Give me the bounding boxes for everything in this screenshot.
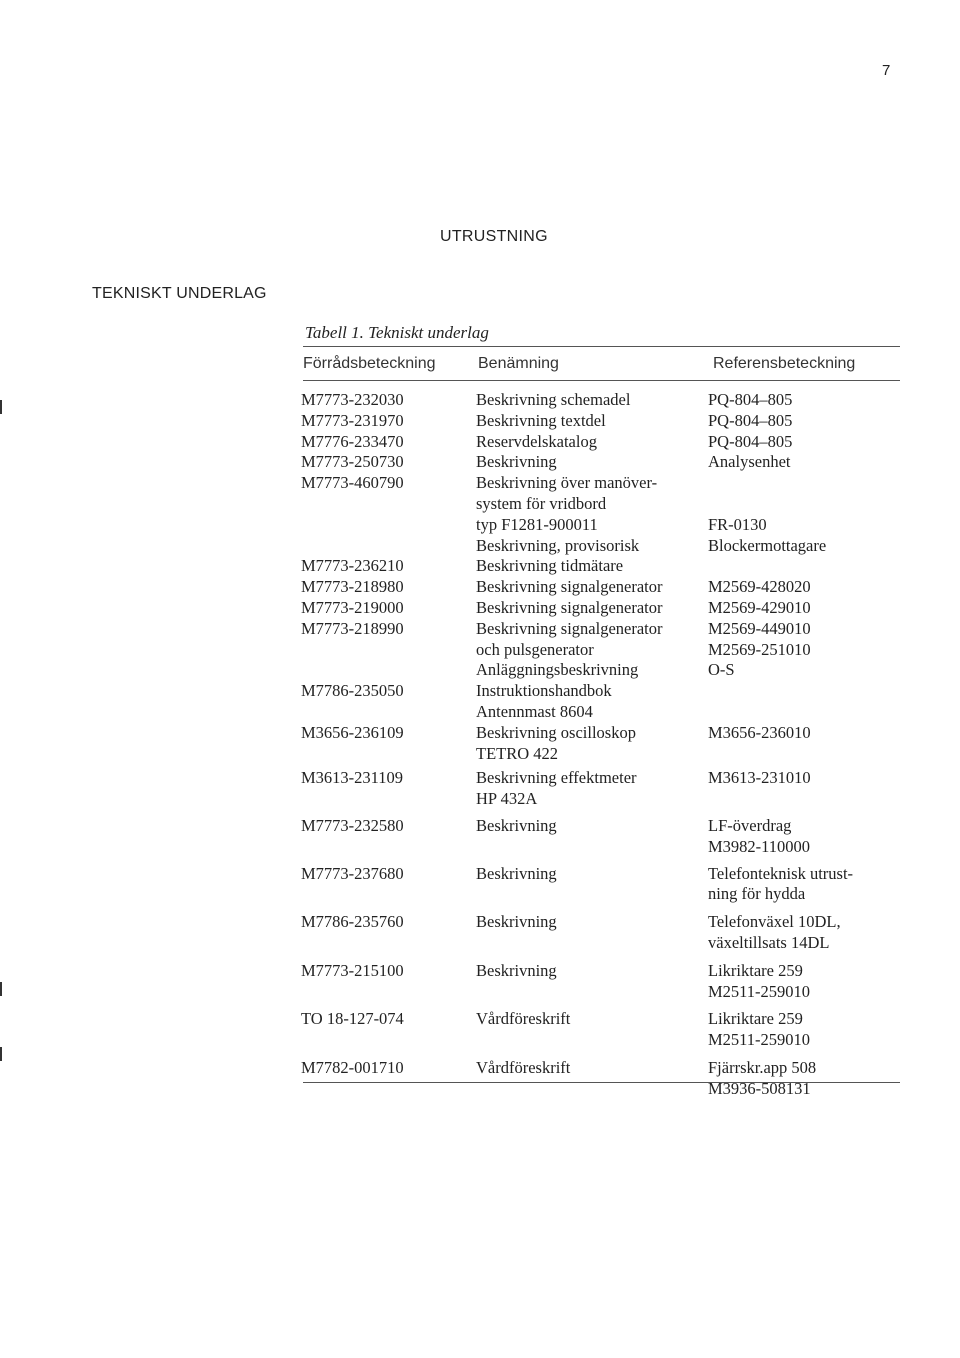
margin-mark [0, 982, 2, 996]
store-id-cell [301, 577, 404, 598]
table-row [0, 681, 960, 723]
subsection-title: TEKNISKT UNDERLAG [92, 285, 267, 302]
store-id: M7782-001710 [301, 1057, 404, 1077]
reference-cell [708, 411, 792, 432]
margin-mark [0, 1047, 2, 1061]
name-line: Beskrivning [476, 863, 557, 883]
name-line: Anläggningsbeskrivning [476, 660, 639, 680]
reference-line: M3982-110000 [708, 836, 811, 856]
name-line [476, 837, 557, 858]
reference-cell [708, 1058, 816, 1100]
name-line: Beskrivning över manöver- [476, 473, 658, 493]
store-id: M3656-236109 [301, 722, 404, 742]
reference-cell [708, 452, 790, 473]
name-line: Beskrivning signalgenerator [476, 577, 663, 597]
table-caption: Tabell 1. Tekniskt underlag [305, 323, 489, 342]
reference-line: Telefonväxel 10DL, [708, 912, 841, 932]
store-id-cell [301, 432, 404, 453]
reference-line: O-S [708, 660, 735, 680]
reference-line [708, 789, 811, 810]
store-id: M7773-231970 [301, 410, 404, 430]
name-line: Beskrivning effektmeter [476, 768, 637, 788]
name-cell [476, 556, 623, 577]
name-cell [476, 598, 663, 619]
reference-cell [708, 816, 810, 858]
table-row [0, 452, 960, 473]
store-id-cell [301, 452, 404, 473]
column-header-reference: Referensbeteckning [713, 355, 856, 372]
reference-line: Likriktare 259 [708, 1009, 803, 1029]
reference-cell [708, 390, 792, 411]
reference-line: M3656-236010 [708, 722, 811, 742]
name-line: Beskrivning signalgenerator [476, 618, 663, 638]
equipment-table [0, 390, 960, 1107]
name-line: Beskrivning schemadel [476, 390, 631, 409]
reference-line: M3613-231010 [708, 768, 811, 788]
reference-cell [708, 961, 810, 1003]
name-cell [476, 390, 630, 411]
store-id: M7786-235760 [301, 912, 404, 932]
reference-line: Blockermottagare [708, 535, 827, 555]
table-bottom-rule [303, 1082, 900, 1083]
store-id-cell [301, 768, 403, 789]
store-id: M7773-460790 [301, 473, 404, 493]
name-line: Beskrivning oscilloskop [476, 722, 636, 742]
name-line: Vårdföreskrift [476, 1009, 571, 1029]
name-line [476, 884, 557, 905]
reference-line: Telefonteknisk utrust- [708, 863, 854, 883]
reference-line: PQ-804–805 [708, 431, 793, 451]
name-line: Beskrivning tidmätare [476, 556, 624, 576]
reference-line: LF-överdrag [708, 815, 792, 835]
store-id: M7786-235050 [301, 681, 404, 701]
table-row [0, 432, 960, 453]
name-cell [476, 473, 657, 556]
table-row [0, 816, 960, 864]
name-line: och pulsgenerator [476, 639, 594, 659]
reference-line: PQ-804–805 [708, 390, 793, 409]
store-id-cell [301, 1058, 404, 1079]
table-row [0, 912, 960, 961]
name-line [476, 1030, 570, 1051]
name-line: Instruktionshandbok [476, 681, 612, 701]
name-line: Beskrivning signalgenerator [476, 597, 663, 617]
reference-cell [708, 577, 811, 598]
table-row [0, 411, 960, 432]
name-line: system för vridbord [476, 493, 607, 513]
store-id: M7773-215100 [301, 960, 404, 980]
store-id: M7776-233470 [301, 431, 404, 451]
column-header-name: Benämning [478, 355, 559, 372]
reference-cell [708, 619, 811, 681]
store-id: M7773-250730 [301, 452, 404, 472]
reference-cell [708, 768, 811, 810]
reference-cell [708, 912, 841, 954]
reference-line: M2569-429010 [708, 597, 811, 617]
page-number: 7 [882, 62, 891, 79]
reference-line: ning för hydda [708, 884, 806, 904]
reference-line: M2511-259010 [708, 1030, 811, 1050]
name-line: typ F1281-900011 [476, 514, 598, 534]
store-id: M7773-232580 [301, 815, 404, 835]
table-row [0, 598, 960, 619]
store-id-cell [301, 816, 404, 837]
store-id: M7773-219000 [301, 597, 404, 617]
store-id: TO 18-127-074 [301, 1009, 404, 1029]
name-line: Reservdelskatalog [476, 431, 597, 451]
reference-line: växeltillsats 14DL [708, 932, 830, 952]
store-id: M7773-218990 [301, 618, 404, 638]
name-cell [476, 1009, 570, 1051]
reference-cell [708, 864, 853, 906]
name-line: Antennmast 8604 [476, 701, 593, 721]
name-line: Beskrivning [476, 912, 557, 932]
margin-mark [0, 400, 2, 414]
table-row [0, 723, 960, 769]
reference-line: FR-0130 [708, 514, 767, 534]
table-row [0, 768, 960, 816]
store-id-cell [301, 912, 404, 933]
store-id-cell [301, 598, 404, 619]
store-id: M3613-231109 [301, 768, 404, 788]
store-id: M7773-237680 [301, 863, 404, 883]
name-cell [476, 1058, 570, 1100]
store-id-cell [301, 473, 404, 494]
reference-line: Analysenhet [708, 452, 791, 472]
name-line: Beskrivning textdel [476, 410, 606, 430]
store-id-cell [301, 556, 404, 577]
table-row [0, 577, 960, 598]
table-row [0, 556, 960, 577]
name-cell [476, 816, 557, 858]
name-cell [476, 577, 663, 598]
name-cell [476, 768, 637, 810]
store-id: M7773-236210 [301, 556, 404, 576]
name-cell [476, 619, 663, 681]
store-id-cell [301, 619, 404, 640]
store-id: M7773-218980 [301, 577, 404, 597]
reference-line: M2569-428020 [708, 577, 811, 597]
reference-line: M2569-449010 [708, 618, 811, 638]
store-id-cell [301, 681, 404, 702]
name-line: TETRO 422 [476, 743, 559, 763]
name-cell [476, 912, 557, 954]
name-line: Vårdföreskrift [476, 1057, 571, 1077]
name-line: HP 432A [476, 789, 538, 809]
table-row [0, 473, 960, 556]
reference-line: Fjärrskr.app 508 [708, 1057, 817, 1077]
table-row [0, 864, 960, 913]
section-title: UTRUSTNING [440, 228, 548, 245]
store-id: M7773-232030 [301, 390, 404, 409]
reference-line [708, 744, 811, 765]
reference-line: M2511-259010 [708, 981, 811, 1001]
reference-cell [708, 1009, 810, 1051]
store-id-cell [301, 390, 404, 411]
table-top-rule [303, 346, 900, 347]
reference-line: Likriktare 259 [708, 960, 803, 980]
name-cell [476, 723, 636, 765]
name-line: Beskrivning [476, 960, 557, 980]
name-line [476, 982, 557, 1003]
name-line: Beskrivning, provisorisk [476, 535, 640, 555]
table-row [0, 619, 960, 681]
reference-line: PQ-804–805 [708, 410, 793, 430]
name-line [476, 933, 557, 954]
name-cell [476, 452, 557, 473]
name-line: Beskrivning [476, 815, 557, 835]
store-id-cell [301, 723, 404, 744]
table-row [0, 961, 960, 1010]
table-row [0, 390, 960, 411]
store-id-cell [301, 961, 404, 982]
table-row [0, 1009, 960, 1058]
name-cell [476, 681, 612, 723]
reference-cell [708, 432, 792, 453]
reference-cell [708, 598, 811, 619]
store-id-cell [301, 411, 404, 432]
reference-line [708, 473, 826, 494]
reference-line [708, 494, 826, 515]
reference-cell [708, 723, 811, 765]
name-cell [476, 411, 606, 432]
name-cell [476, 432, 597, 453]
reference-line: M2569-251010 [708, 639, 811, 659]
name-line: Beskrivning [476, 452, 557, 472]
reference-line: M3936-508131 [708, 1078, 811, 1098]
store-id-cell [301, 864, 404, 885]
reference-cell [708, 473, 826, 556]
store-id-cell [301, 1009, 404, 1030]
column-header-store-id: Förrådsbeteckning [303, 355, 436, 372]
table-header-rule [303, 380, 900, 381]
name-cell [476, 864, 557, 906]
name-cell [476, 961, 557, 1003]
